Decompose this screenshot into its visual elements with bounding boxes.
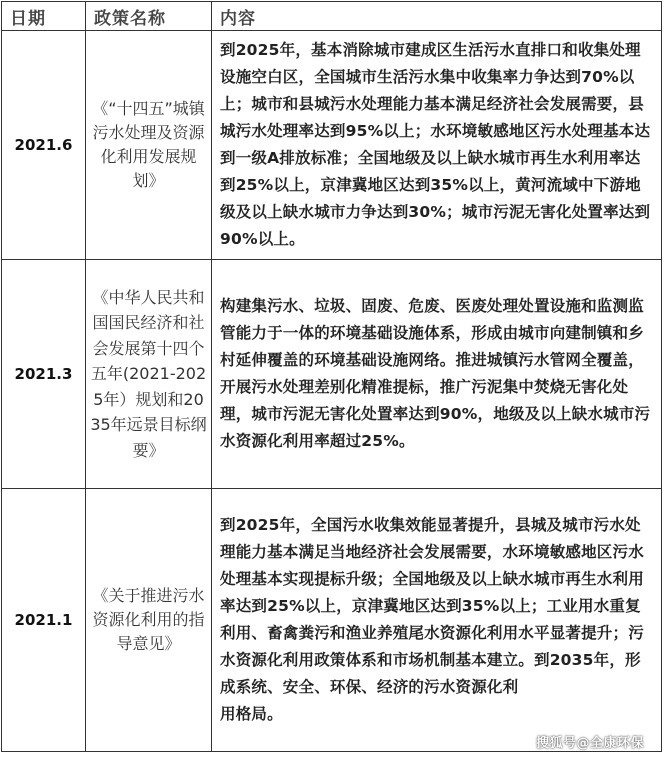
row-policy-name: 《“十四五”城镇污水处理及资源化利用发展规划》 — [86, 31, 212, 260]
table-header-row — [2, 2, 662, 31]
header-content: 内容 — [212, 2, 662, 31]
row-policy-name: 《关于推进污水资源化利用的指导意见》 — [86, 489, 212, 752]
row-date: 2021.6 — [2, 31, 86, 260]
row-content — [212, 489, 662, 752]
table-row — [2, 260, 662, 489]
row-content-tail: 用格局。 — [220, 705, 283, 723]
policy-table — [1, 1, 662, 752]
row-content: 构建集污水、垃圾、固废、危废、医废处理处置设施和监测监管能力于一体的环境基础设施体系，形成由城市向建制镇和乡村延伸覆盖的环境基础设施网络。推进城镇污水管网全覆盖，开展污水处理差别化精准提标，推广污泥集中焚烧无害化处理，城市污泥无害化处置率达到90%，地级及以上缺水城市污水资源化利用率超过25%。 — [212, 260, 662, 489]
row-content: 到2025年，基本消除城市建成区生活污水直排口和收集处理设施空白区，全国城市生活污水集中收集率力争达到70%以上；城市和县城污水处理能力基本满足经济社会发展需要，县城污水处理率达到95%以上；水环境敏感地区污水处理基本达到一级A排放标准；全国地级及以上缺水城市再生水利用率达到25%以上，京津冀地区达到35%以上，黄河流域中下游地级及以上缺水城市力争达到30%；城市污泥无害化处置率达到90%以上。 — [212, 31, 662, 260]
row-policy-name: 《中华人民共和国国民经济和社会发展第十四个五年(2021-2025年）规划和2035年远景目标纲要》 — [86, 260, 212, 489]
row-content-main: 到2025年，全国污水收集效能显著提升，县城及城市污水处理能力基本满足当地经济社会发展需要，水环境敏感地区污水处理基本实现提标升级；全国地级及以上缺水城市再生水利用率达到25%以上，京津冀地区达到35%以上；工业用水重复利用、畜禽粪污和渔业养殖尾水资源化利用水平显著提升；污水资源化利用政策体系和市场机制基本建立。到2035年，形成系统、安全、环保、经济的污水资源化利 — [220, 516, 644, 696]
header-name: 政策名称 — [86, 2, 212, 31]
table-row — [2, 489, 662, 752]
row-date: 2021.3 — [2, 260, 86, 489]
watermark: 搜狐号@全康环保 — [535, 736, 644, 751]
header-date: 日期 — [2, 2, 86, 31]
table-row — [2, 31, 662, 260]
row-date: 2021.1 — [2, 489, 86, 752]
